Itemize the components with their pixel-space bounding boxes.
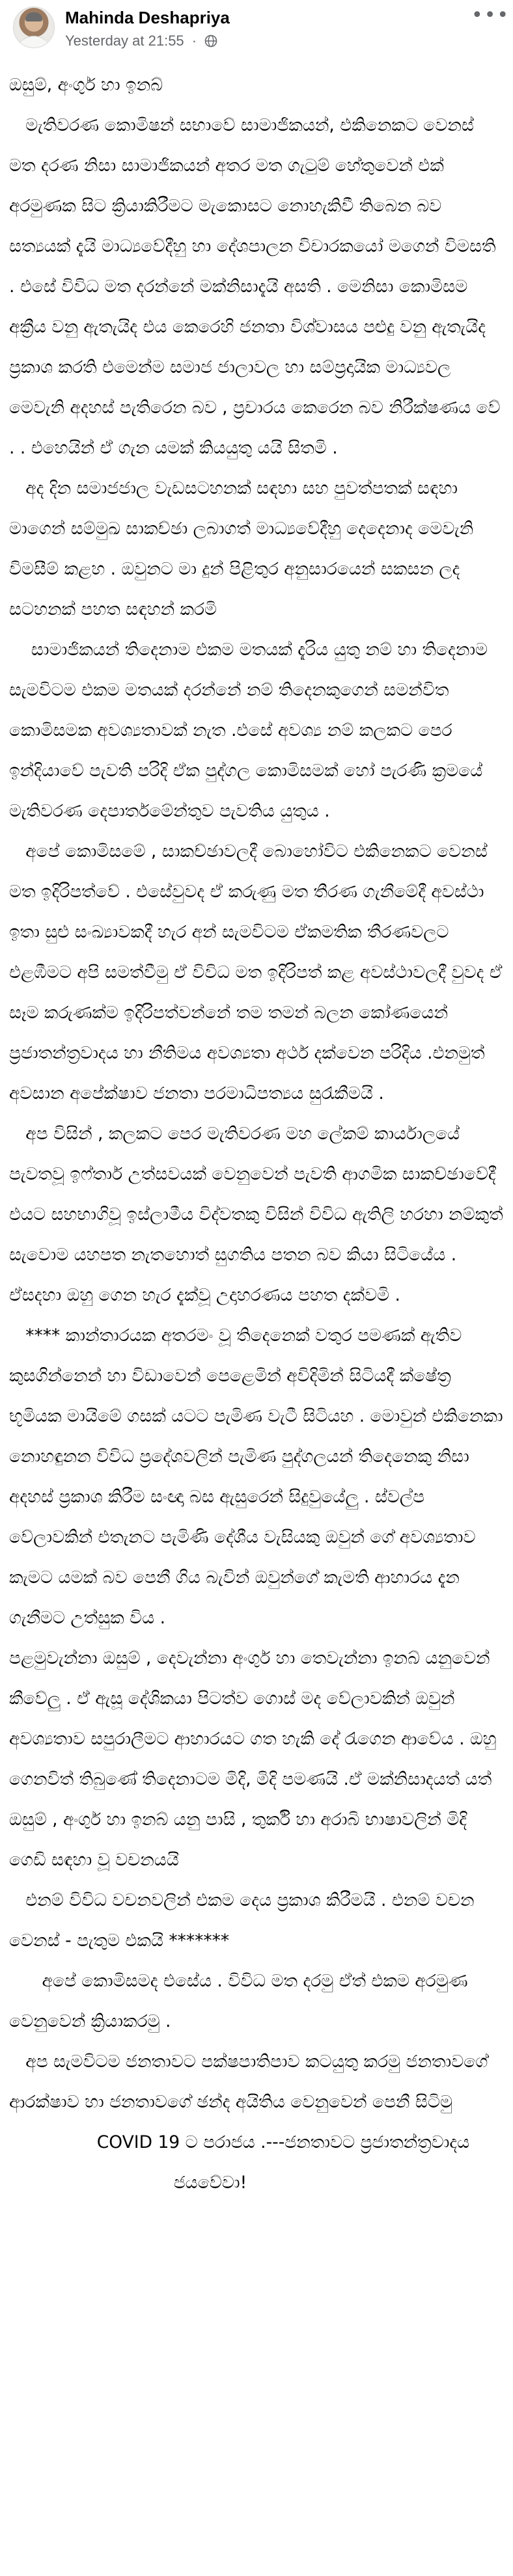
post-header	[0, 0, 513, 62]
post-paragraph: එනම් විවිධ වචනවලින් එකම දෙය ප්‍රකාශ කිරීමයි . එනම් වචන වෙනස් - පැතුම එකයි *******	[9, 1890, 480, 1951]
author-name[interactable]: Mahinda Deshapriya	[65, 8, 230, 27]
post-paragraph: පළමුවැන්නා ඔසුම් , දෙවැන්නා අංගුර් හා තෙවැන්නා ඉනබ් යනුවෙන් කීවේලු . ඒ ඇසූ දේශිකයා පිටත්ව ගොස් මද වේලාවකින් ඔවුන් අවශ්‍යතාව සපුරාලීමට ආහාරයට ගත හැකි දේ රැගෙන ආවේය . ඔහු ගෙනවිත් තිබුණේ තිදෙනාටම මිදි, මිදි පමණයි .ඒ මක්නිසාදයත් යත් ඔසුම් , අංගුර් හා ඉනබ් යනු පාසි , තුර්කි හා අරාබි භාෂාවලින් මිදි ගෙඩි සඳහා වූ වචනයයි	[9, 1648, 502, 1870]
author-avatar[interactable]	[13, 7, 55, 48]
meta-separator: ·	[191, 33, 197, 49]
post-meta	[65, 33, 217, 49]
post-body	[9, 65, 509, 2203]
post-paragraph: මැතිවරණ කොමිෂන් සභාවේ සාමාජිකයන්, එකිනෙකට වෙනස් මත දරණ නිසා සාමාජිකයන් අතර මත ගැටුම් හේතුවෙන් එක් අරමුණක සිට ක්‍රියාකිරීමට මැකොසට නොහැකිවී තිබෙන බව සත්‍යයක් දැයි මාධ්‍යවේදීහු හා දේශපාලන විචාරකයෝ මගෙන් විමසති . එසේ විවිධ මත දරන්නේ මක්නිසාදැයි අසති . මෙනිසා කොමිසම අක්‍රීය වනු ඇතැයිද එය කෙරෙහි ජනතා විශ්වාසය පළුදු වනු ඇතැයිද ප්‍රකාශ කරති එමෙන්ම සමාජ ජාලාවල හා සම්ප්‍රදායික මාධ්‍යවල මෙවැනි අදහස් පැතිරෙන බව , ප්‍රචාරය කෙරෙන බව නිරීක්ෂණය වේ . . එහෙයින් ඒ ගැන යමක් කියයුතු යයි සිතමි .	[9, 115, 506, 458]
more-options-icon[interactable]: •••	[471, 4, 510, 27]
post-paragraph: ඔසුම්, අංගුර් හා ඉනබ්	[9, 75, 163, 95]
post-paragraph: **** කාන්තාරයක අතරමං වූ තිදෙනෙක් වතුර පමණක් ඇතිව කුසගින්නෙන් හා විඩාවෙන් පෙළෙමින් අවිදිමින් සිටියදී ක්ෂේත්‍ර භූමියක මායිමේ ගසක් යටට පැමිණ වැටී සිටියහ . මොවුන් එකිනෙකා නොහඳුනන විවිධ ප්‍රදේශවලින් පැමිණ පුද්ගලයන් තිදෙනෙකු නිසා අදහස් ප්‍රකාශ කිරීම සංඥා බස ඇසුරෙන් සිදුවුයේලු . ස්වල්ප වේලාවකින් එතැනට පැමිණි දේශීය වැසියකු ඔවුන් ගේ අවශ්‍යතාව කැමට යමක් බව පෙනී ගිය බැවින් ඔවුන්ගේ කැමති ආහාරය දැන ගැනීමට උත්සුක විය .	[9, 1325, 509, 1628]
post-paragraph: COVID 19 ට පරාජය .---ජනතාවට ප්‍රජාතන්ත්‍රවාදය	[9, 2132, 470, 2152]
globe-icon[interactable]	[204, 34, 217, 47]
post-paragraph: අප විසින් , කලකට පෙර මැතිවරණ මහ ලේකම් කාර්යාලයේ පැවතවූ ඉෆ්තාර් උත්සවයක් වෙනුවෙන් පැවති ආගමික සාකච්ඡාවේදී එයට සහභාගිවූ ඉස්ලාමීය විද්වතකු විසින් විවිධ ඇතිලි හරහා නම්කුත් සැවොම යහපත නැතහොත් සුගතිය පතන බව කියා සිටියේය . ඒසදහා ඔහු ගෙන හැර දැක්වූ උදාහරණය පහත දක්වමි .	[9, 1124, 509, 1305]
post-paragraph: ජයවේවා!	[9, 2173, 247, 2193]
post-paragraph: සාමාජිකයන් තිදෙනාම එකම මතයක් දැරිය යුතු නම් හා තිදෙනාම සැමවිටම එකම මතයක් දරන්නේ නම් තිදෙනකුගෙන් සමන්විත කොමිසමක අවශ්‍යතාවක් නැත .එසේ අවශ්‍ය නම් කලකට පෙර ඉන්දියාවේ පැවති පරිදි ඒක පුද්ගල කොමිසමක් හෝ පැරණි ක්‍රමයේ මැතිවරණ දෙපාර්තමේන්තුව පැවතිය යුතුය .	[9, 640, 493, 821]
avatar-shirt	[16, 36, 51, 48]
post-paragraph: අද දින සමාජජාල වැඩසටහනක් සඳහා සහ පුවත්පතක් සඳහා මාගෙන් සම්මුඛ සාකච්ඡා ලබාගත් මාධ්‍යවේදීහු දෙදෙනාද මෙවැනි විමසීම් කළහ . ඔවුනට මා දුන් පිළිතුර අනුසාරයෙන් සකසන ලද සටහනක් පහත සඳහන් කරමි	[9, 478, 479, 619]
post-paragraph: අපේ කොමිසමද එසේය . විවිධ මත දරමු ඒත් එකම අරමුණ වෙනුවෙන් ක්‍රියාකරමු .	[9, 1971, 473, 2031]
avatar-hair	[25, 12, 42, 21]
post-paragraph: අප සැමවිටම ජනතාවට පක්ෂපාතිපාව කටයුතු කරමු ජනතාවගේ ආරක්ෂාව හා ජනතාවගේ ඡන්ද අයිතිය වෙනුවෙන් පෙනී සිටිමු	[9, 2052, 493, 2112]
post-paragraph: අපේ කොමිසමේ , සාකච්ඡාවලදී බොහෝවිට එකිනෙකට වෙනස් මත ඉදිරිපත්වේ . එසේවුවද ඒ කරුණු මත තීරණ ගැනීමේදී අවස්ථා ඉතා සුළු සංඛ්‍යාවකදී හැර අන් සැමවිටම ඒකමතික තීරණවලට එළඹීමට අපි සමත්වීමු ඒ විවිධ මත ඉදිරිපත් කළ අවස්ථාවලදී වුවද ඒ සෑම කරුණක්ම ඉදිරිපත්වන්නේ තම තමන් බලන කෝණයෙන් ප්‍රජාතන්ත්‍රවාදය හා නීතිමය අවශ්‍යතා අර්ථ දක්වෙන පරිදිය .එනමුත් අවසාන අපේක්ෂාව ජනතා පරමාධිපත්‍යය සුරැකීමයි .	[9, 841, 508, 1104]
post-timestamp[interactable]: Yesterday at 21:55	[65, 33, 184, 49]
